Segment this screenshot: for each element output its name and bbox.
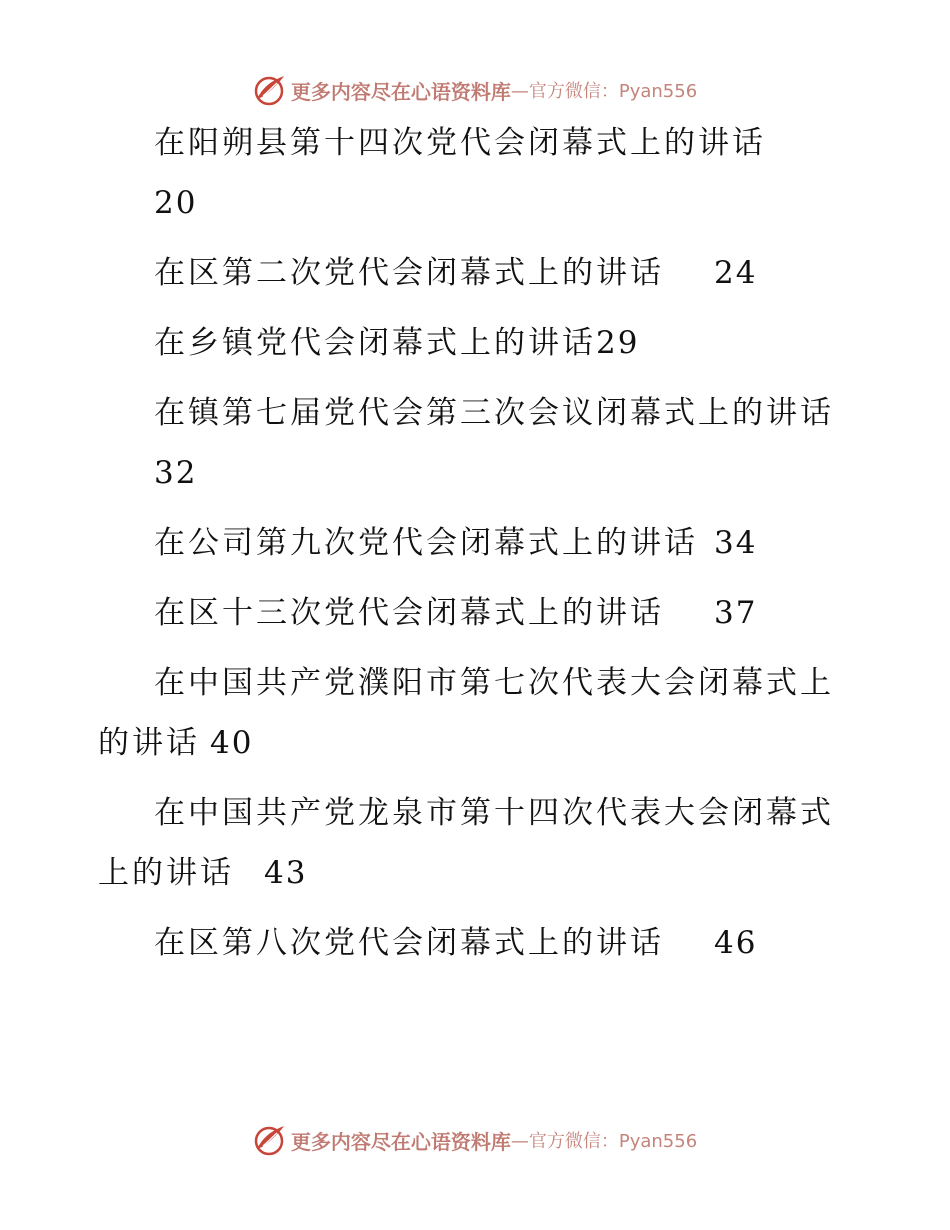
- header-banner: [0, 70, 950, 110]
- toc-entry-title: 在中国共产党龙泉市第十四次代表大会闭幕式上的讲话: [98, 795, 834, 891]
- toc-entry[interactable]: [98, 313, 843, 373]
- table-of-contents: [98, 113, 843, 983]
- toc-entry-page: 24: [714, 255, 758, 291]
- toc-entry-page: 37: [714, 595, 758, 631]
- banner-main-text: 更多内容尽在心语资料库: [290, 79, 511, 104]
- toc-entry-page: 46: [714, 925, 758, 961]
- banner-sub-text: —官方微信：Pyan556: [510, 81, 698, 102]
- toc-entry-title: 在区第二次党代会闭幕式上的讲话: [154, 255, 664, 291]
- banner-main-text: 更多内容尽在心语资料库: [290, 1129, 511, 1154]
- toc-entry-title: 在公司第九次党代会闭幕式上的讲话: [154, 525, 698, 561]
- quill-pen-logo-icon: [253, 1123, 287, 1157]
- banner-sub-text: —官方微信：Pyan556: [510, 1131, 698, 1152]
- toc-entry-page: 32: [154, 455, 198, 491]
- toc-entry[interactable]: [98, 653, 843, 773]
- toc-entry-title: 在乡镇党代会闭幕式上的讲话: [154, 325, 596, 361]
- toc-entry[interactable]: [98, 783, 843, 903]
- toc-entry-page: 34: [714, 525, 758, 561]
- toc-entry-title: 在中国共产党濮阳市第七次代表大会闭幕式上的讲话: [98, 665, 834, 761]
- toc-entry-page: 29: [596, 325, 640, 361]
- toc-entry-title: 在镇第七届党代会第三次会议闭幕式上的讲话: [154, 395, 834, 431]
- toc-entry-page: 20: [154, 185, 198, 221]
- toc-entry-page: 43: [264, 855, 308, 891]
- toc-entry[interactable]: [98, 113, 843, 233]
- toc-entry[interactable]: [98, 583, 843, 643]
- footer-banner: [0, 1120, 950, 1160]
- toc-entry-title: 在区第八次党代会闭幕式上的讲话: [154, 925, 664, 961]
- toc-entry[interactable]: [98, 513, 843, 573]
- toc-entry-page: 40: [210, 725, 254, 761]
- toc-entry[interactable]: [98, 913, 843, 973]
- toc-entry[interactable]: [98, 383, 843, 503]
- toc-entry-title: 在阳朔县第十四次党代会闭幕式上的讲话: [154, 125, 766, 161]
- toc-entry-title: 在区十三次党代会闭幕式上的讲话: [154, 595, 664, 631]
- quill-pen-logo-icon: [253, 73, 287, 107]
- toc-entry[interactable]: [98, 243, 843, 303]
